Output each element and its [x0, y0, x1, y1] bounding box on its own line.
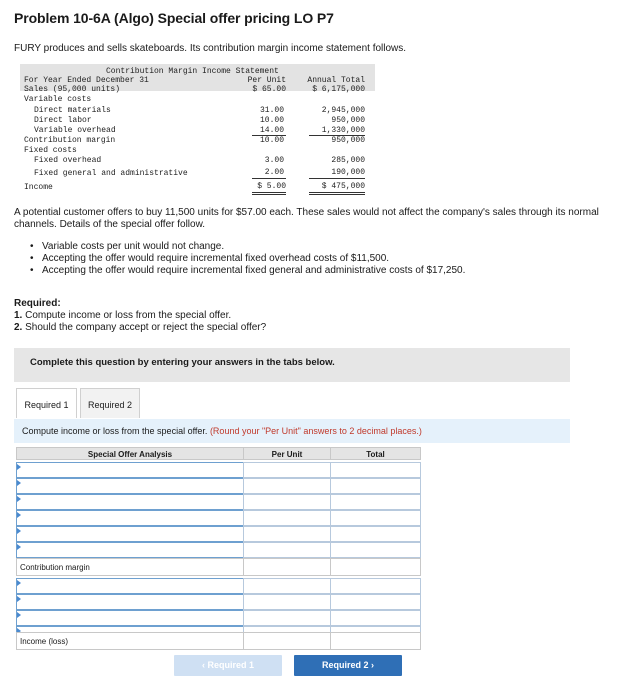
- header-total: Total: [330, 447, 421, 460]
- row-unit: 3.00: [264, 156, 284, 165]
- row-label: Sales (95,000 units): [24, 85, 121, 94]
- row-total: 285,000: [331, 156, 365, 165]
- row-8-label-input[interactable]: [16, 594, 244, 610]
- statement-heading: Contribution Margin Income Statement: [106, 67, 279, 76]
- required-item-2-number: 2.: [14, 322, 23, 333]
- income-statement: [20, 64, 375, 198]
- row-unit: $ 65.00: [252, 85, 286, 94]
- row-6-total-input[interactable]: [330, 542, 421, 558]
- row-total: $ 6,175,000: [312, 85, 365, 94]
- required-item-1-number: 1.: [14, 310, 23, 321]
- offer-details: [30, 241, 465, 277]
- row-9-per-unit-input[interactable]: [243, 610, 331, 626]
- row-unit: 14.00: [259, 126, 284, 135]
- contribution-per-unit: [243, 558, 331, 576]
- contribution-total: [330, 558, 421, 576]
- row-7-label-input[interactable]: [16, 578, 244, 594]
- page-title: Problem 10-6A (Algo) Special offer pricing LO P7: [14, 10, 334, 26]
- required-heading: Required:: [14, 298, 61, 309]
- row-1-label-input[interactable]: [16, 462, 244, 478]
- row-label: Variable costs: [24, 95, 92, 104]
- row-4-total-input[interactable]: [330, 510, 421, 526]
- income-total: [330, 632, 421, 650]
- row-total: 950,000: [331, 136, 365, 145]
- instruction-text: Compute income or loss from the special offer.: [22, 426, 208, 436]
- row-4-label-input[interactable]: [16, 510, 244, 526]
- row-3-label-input[interactable]: [16, 494, 244, 510]
- statement-period: For Year Ended December 31: [24, 76, 149, 85]
- row-2-per-unit-input[interactable]: [243, 478, 331, 494]
- required-item-2: [14, 322, 266, 333]
- row-3-per-unit-input[interactable]: [243, 494, 331, 510]
- row-9-total-input[interactable]: [330, 610, 421, 626]
- header-per-unit: Per Unit: [243, 447, 331, 460]
- tab-required-2[interactable]: Required 2: [80, 388, 140, 418]
- row-unit: 31.00: [259, 106, 284, 115]
- row-total: 2,945,000: [321, 106, 365, 115]
- income-loss-label: Income (loss): [20, 637, 69, 646]
- row-7-total-input[interactable]: [330, 578, 421, 594]
- row-unit: 10.00: [259, 116, 284, 125]
- chevron-left-icon: ‹: [201, 660, 205, 670]
- prev-required-button[interactable]: [174, 655, 282, 676]
- row-total: 950,000: [331, 116, 365, 125]
- prev-button-label: Required 1: [207, 660, 255, 670]
- row-unit: 2.00: [264, 168, 284, 177]
- col-per-unit: Per Unit: [247, 76, 286, 85]
- row-total: 190,000: [331, 168, 365, 177]
- income-per-unit: [243, 632, 331, 650]
- row-5-per-unit-input[interactable]: [243, 526, 331, 542]
- row-label: Contribution margin: [24, 136, 116, 145]
- row-label: Variable overhead: [34, 126, 116, 135]
- next-button-label: Required 2: [321, 660, 369, 670]
- row-6-label-input[interactable]: [16, 542, 244, 558]
- contribution-margin-cell: [16, 558, 244, 576]
- row-total: 1,330,000: [321, 126, 365, 135]
- row-3-total-input[interactable]: [330, 494, 421, 510]
- row-label: Fixed overhead: [34, 156, 102, 165]
- complete-instructions-bar: Complete this question by entering your answers in the tabs below.: [14, 348, 570, 382]
- intro-text: FURY produces and sells skateboards. Its contribution margin income statement follows.: [14, 43, 407, 54]
- row-total: $ 475,000: [321, 182, 365, 191]
- contribution-margin-label: Contribution margin: [20, 563, 90, 572]
- bullet-item: • Accepting the offer would require incremental fixed overhead costs of $11,500.: [30, 253, 465, 265]
- row-label: Fixed costs: [24, 146, 77, 155]
- bullet-item: • Variable costs per unit would not change.: [30, 241, 465, 253]
- col-annual-total: Annual Total: [307, 76, 365, 85]
- row-9-label-input[interactable]: [16, 610, 244, 626]
- row-unit: 10.00: [259, 136, 284, 145]
- row-6-per-unit-input[interactable]: [243, 542, 331, 558]
- row-label: Fixed general and administrative: [34, 169, 188, 178]
- header-analysis: Special Offer Analysis: [16, 447, 244, 460]
- row-7-per-unit-input[interactable]: [243, 578, 331, 594]
- instruction-note: (Round your "Per Unit" answers to 2 decimal places.): [209, 426, 422, 436]
- row-label: Direct labor: [34, 116, 92, 125]
- next-required-button[interactable]: [294, 655, 402, 676]
- tab-instruction: [14, 419, 570, 443]
- row-5-total-input[interactable]: [330, 526, 421, 542]
- row-unit: $ 5.00: [257, 182, 286, 191]
- income-loss-cell: [16, 632, 244, 650]
- row-2-label-input[interactable]: [16, 478, 244, 494]
- row-8-total-input[interactable]: [330, 594, 421, 610]
- required-item-1-text: Compute income or loss from the special offer.: [25, 310, 232, 321]
- chevron-right-icon: ›: [371, 660, 375, 670]
- tab-required-1[interactable]: Required 1: [16, 388, 77, 418]
- row-5-label-input[interactable]: [16, 526, 244, 542]
- row-4-per-unit-input[interactable]: [243, 510, 331, 526]
- row-label: Direct materials: [34, 106, 111, 115]
- required-item-2-text: Should the company accept or reject the special offer?: [25, 322, 267, 333]
- required-item-1: [14, 310, 231, 321]
- offer-text: A potential customer offers to buy 11,500 units for $57.00 each. These sales would not affect the company's sales through its normal channels. Details of the special offer follow.: [14, 207, 599, 230]
- row-1-total-input[interactable]: [330, 462, 421, 478]
- row-label: Income: [24, 183, 53, 192]
- row-2-total-input[interactable]: [330, 478, 421, 494]
- bullet-item: • Accepting the offer would require incremental fixed general and administrative costs of $17,250.: [30, 265, 465, 277]
- row-1-per-unit-input[interactable]: [243, 462, 331, 478]
- row-8-per-unit-input[interactable]: [243, 594, 331, 610]
